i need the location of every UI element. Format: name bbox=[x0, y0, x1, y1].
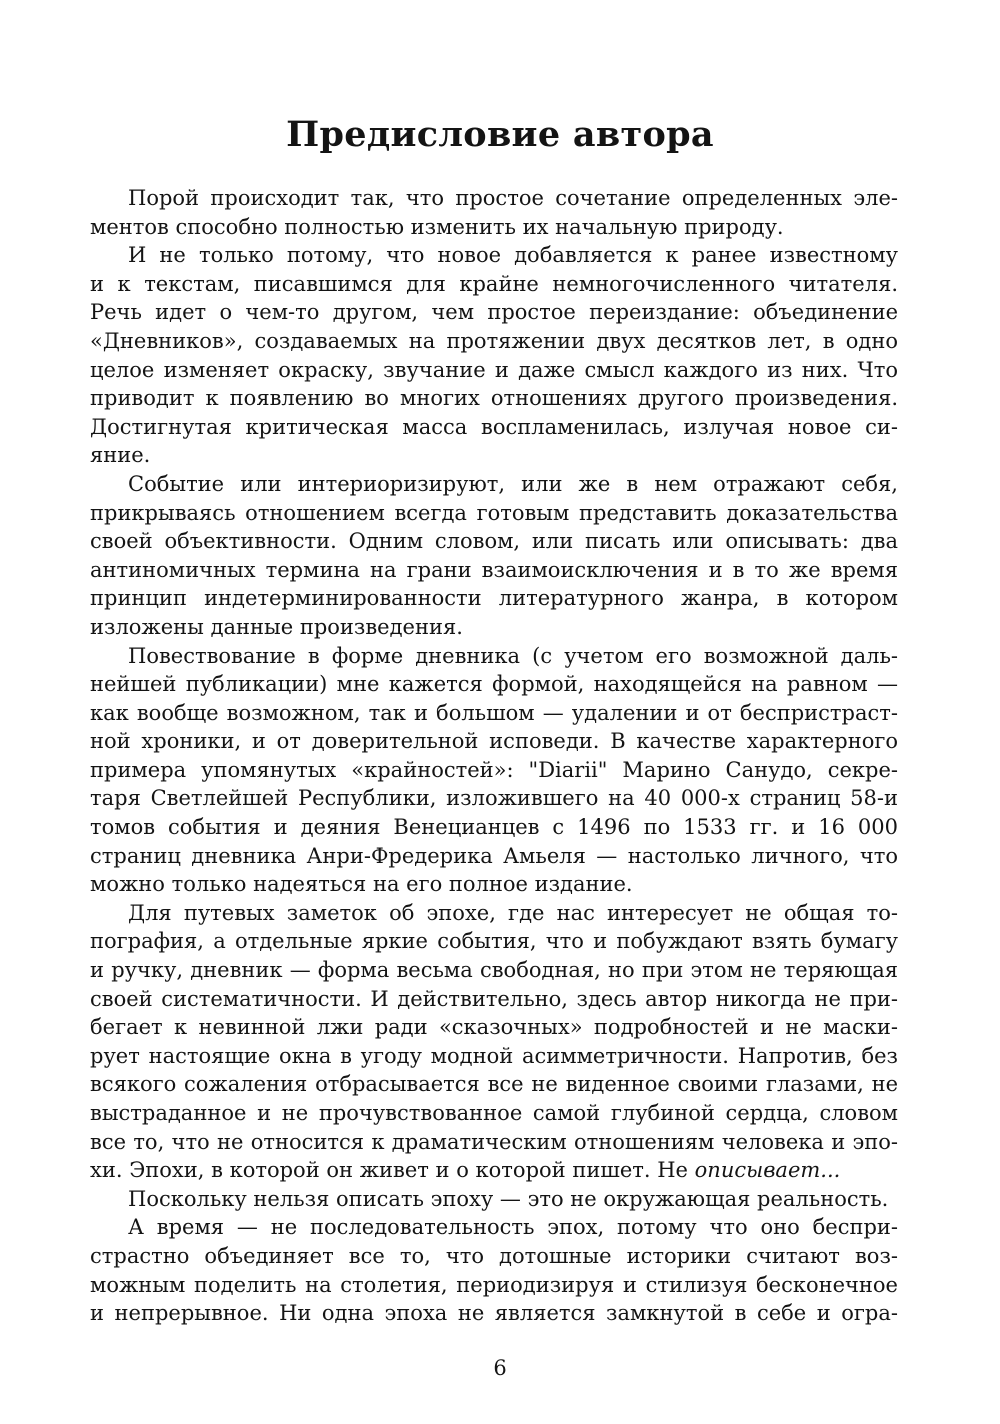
paragraph bbox=[90, 899, 898, 1185]
text-line: Речь идет о чем-то другом, чем простое переиздание: объединение bbox=[90, 300, 898, 325]
text-line: Повествование в форме дневника (с учетом его возможной даль- bbox=[128, 643, 898, 668]
text-line: А время — не последовательность эпох, потому что оно беспри- bbox=[128, 1215, 898, 1240]
text-line: и к текстам, писавшимся для крайне немногочисленного читателя. bbox=[90, 271, 898, 296]
text-line: как вообще возможном, так и большом — удалении и от беспристраст- bbox=[90, 700, 898, 725]
paragraph bbox=[90, 184, 898, 241]
text-line: страниц дневника Анри-Фредерика Амьеля — настолько личного, что bbox=[90, 843, 898, 868]
text-line: можным поделить на столетия, периодизируя и стилизуя бесконечное bbox=[90, 1272, 898, 1297]
text-line: целое изменяет окраску, звучание и даже смысл каждого из них. Что bbox=[90, 357, 898, 382]
text-line: принцип индетерминированности литературного жанра, в котором bbox=[90, 586, 898, 611]
text-line: своей систематичности. И действительно, здесь автор никогда не при- bbox=[90, 986, 898, 1011]
paragraph bbox=[90, 642, 898, 899]
paragraph bbox=[90, 470, 898, 642]
page-number: 6 bbox=[493, 1356, 507, 1380]
text-line: томов события и деяния Венецианцев с 1496 по 1533 гг. и 16 000 bbox=[90, 815, 898, 840]
text-line: ментов способно полностью изменить их начальную природу. bbox=[90, 214, 784, 239]
text-line: страстно объединяет все то, что дотошные историки считают воз- bbox=[90, 1243, 898, 1268]
text-line: яние. bbox=[90, 443, 151, 468]
text-line: изложены данные произведения. bbox=[90, 614, 463, 639]
text-line: И не только потому, что новое добавляется к ранее известному bbox=[128, 243, 898, 268]
text-line: и непрерывное. Ни одна эпоха не является замкнутой в себе и огра- bbox=[90, 1301, 898, 1326]
text-line bbox=[90, 1156, 898, 1185]
text-line: Достигнутая критическая масса воспламенилась, излучая новое си- bbox=[90, 414, 898, 439]
text-line: нейшей публикации) мне кажется формой, находящейся на равном — bbox=[90, 672, 898, 697]
text-line: ной хроники, и от доверительной исповеди. В качестве характерного bbox=[90, 729, 898, 754]
text-line: Поскольку нельзя описать эпоху — это не окружающая реальность. bbox=[128, 1186, 889, 1211]
italic-word: описывает... bbox=[694, 1158, 841, 1183]
text-line: примера упомянутых «крайностей»: "Diarii" Марино Санудо, секре- bbox=[90, 757, 898, 782]
text-line: антиномичных термина на грани взаимоисключения и в то же время bbox=[90, 557, 898, 582]
paragraph bbox=[90, 241, 898, 470]
paragraph bbox=[90, 1185, 898, 1214]
text-line: таря Светлейшей Республики, изложившего на 40 000-х страниц 58-и bbox=[90, 786, 898, 811]
text-line: Порой происходит так, что простое сочетание определенных эле- bbox=[128, 186, 898, 210]
text-line: все то, что не относится к драматическим отношениям человека и эпо- bbox=[90, 1129, 898, 1154]
text-line: рует настоящие окна в угоду модной асимметричности. Напротив, без bbox=[90, 1043, 898, 1068]
page-title: Предисловие автора bbox=[286, 114, 714, 155]
text-line: прикрываясь отношением всегда готовым представить доказательства bbox=[90, 500, 898, 525]
text-line: Для путевых заметок об эпохе, где нас интересует не общая то- bbox=[128, 900, 898, 925]
text-line: выстраданное и не прочувствованное самой глубиной сердца, словом bbox=[90, 1101, 898, 1125]
text-line: своей объективности. Одним словом, или писать или описывать: два bbox=[90, 529, 898, 554]
text-line: приводит к появлению во многих отношениях другого произведения. bbox=[90, 386, 898, 411]
text-line: бегает к невинной лжи ради «сказочных» подробностей и не маски- bbox=[90, 1015, 898, 1040]
paragraph bbox=[90, 1213, 898, 1327]
text-line: всякого сожаления отбрасывается все не виденное своими глазами, не bbox=[90, 1072, 898, 1097]
body-text bbox=[90, 184, 898, 1328]
text-line: Событие или интериоризируют, или же в нем отражают себя, bbox=[128, 471, 898, 496]
text-line: можно только надеяться на его полное издание. bbox=[90, 872, 633, 897]
text-line-part: хи. Эпохи, в которой он живет и о которой пишет. Не bbox=[90, 1158, 695, 1183]
text-line: «Дневников», создаваемых на протяжении двух десятков лет, в одно bbox=[90, 328, 898, 353]
text-line: и ручку, дневник — форма весьма свободная, но при этом не теряющая bbox=[90, 958, 898, 983]
text-line: пография, а отдельные яркие события, что и побуждают взять бумагу bbox=[90, 929, 898, 954]
